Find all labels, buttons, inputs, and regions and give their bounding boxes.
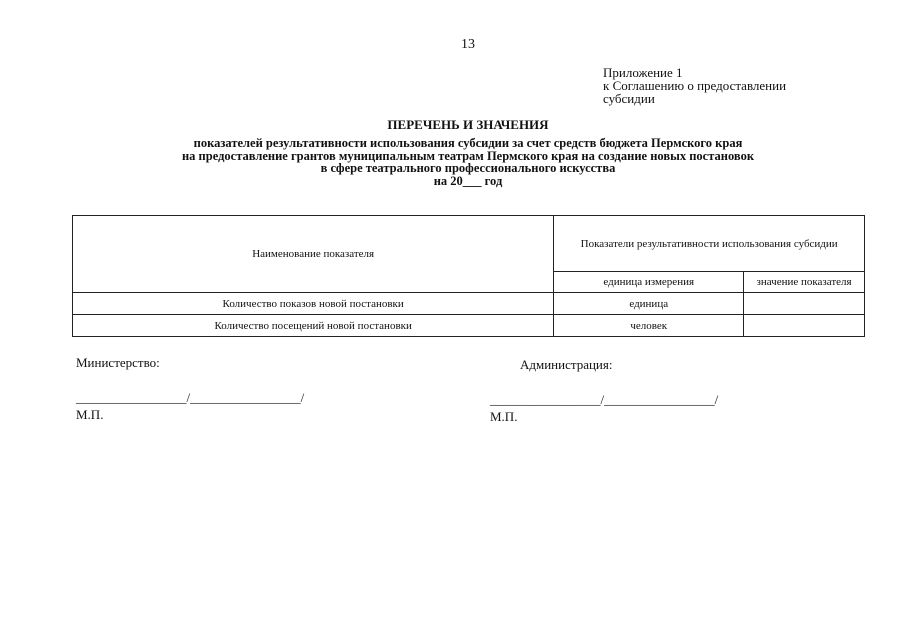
row-indicator-name: Количество показов новой постановки <box>73 293 554 315</box>
document-subtitle <box>0 137 905 187</box>
ministry-stamp: М.П. <box>76 407 104 422</box>
appendix-line-1: Приложение 1 <box>603 65 683 80</box>
header-indicator-name: Наименование показателя <box>73 216 554 293</box>
ministry-signature-line: _________________/_________________/ <box>76 390 305 405</box>
row-value <box>744 315 865 337</box>
administration-label: Администрация: <box>520 357 613 372</box>
header-value: значение показателя <box>744 272 865 293</box>
subtitle-line-2: на предоставление грантов муниципальным театрам Пермского края на создание новых постановок <box>181 148 755 163</box>
header-unit: единица измерения <box>554 272 744 293</box>
administration-stamp: М.П. <box>490 409 518 424</box>
table-row <box>73 315 865 337</box>
appendix-line-3: субсидии <box>603 91 655 106</box>
subtitle-line-4: на 20___ год <box>433 173 503 188</box>
administration-signature-line: _________________/_________________/ <box>490 392 719 407</box>
ministry-label: Министерство: <box>76 355 160 370</box>
appendix-note <box>603 66 786 105</box>
subtitle-line-1: показателей результативности использования субсидии за счет средств бюджета Пермского края <box>193 136 743 150</box>
header-indicator-group: Показатели результативности использования субсидии <box>554 216 865 272</box>
appendix-line-2: к Соглашению о предоставлении <box>603 78 787 93</box>
table-row <box>73 293 865 315</box>
page-number: 13 <box>461 37 475 52</box>
row-value <box>744 293 865 315</box>
indicators-table <box>72 215 865 337</box>
row-unit: человек <box>554 315 744 337</box>
row-indicator-name: Количество посещений новой постановки <box>73 315 554 337</box>
document-title: ПЕРЕЧЕНЬ И ЗНАЧЕНИЯ <box>387 117 549 132</box>
subtitle-line-3: в сфере театрального профессионального искусства <box>320 161 616 175</box>
row-unit: единица <box>554 293 744 315</box>
